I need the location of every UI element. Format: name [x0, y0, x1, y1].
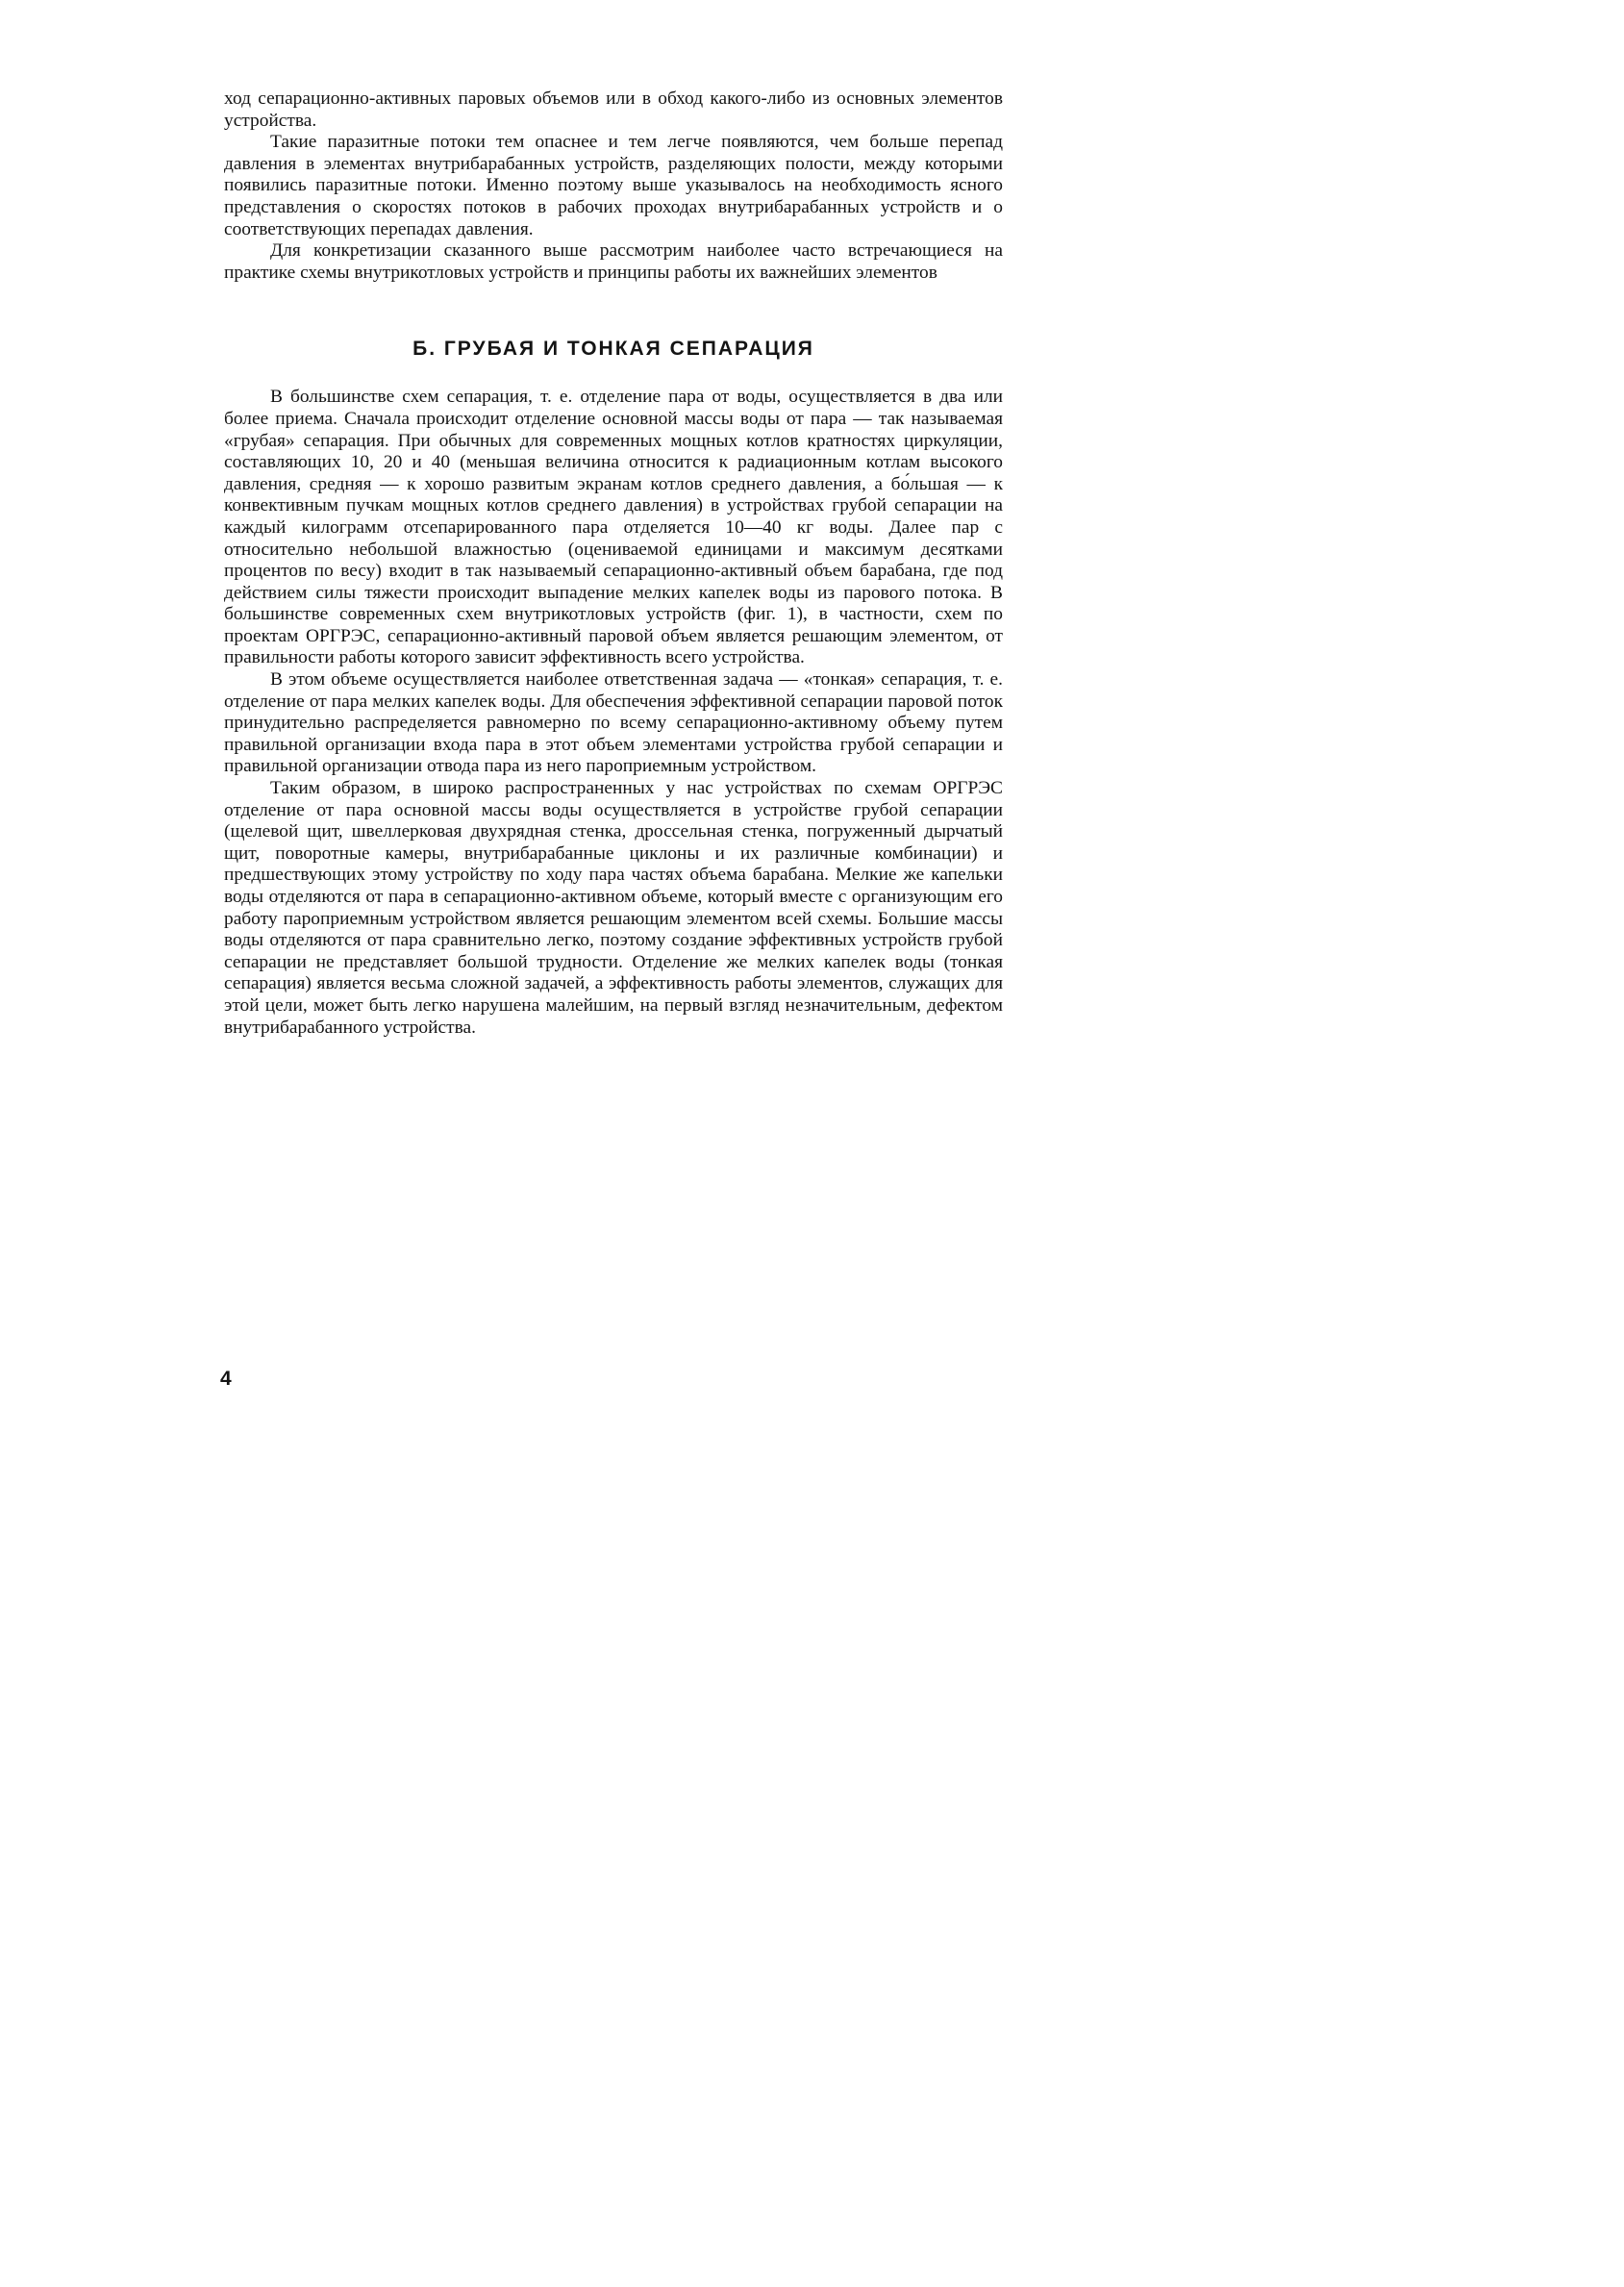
- page-number: 4: [220, 1368, 232, 1390]
- paragraph-concretization: Для конкретизации сказанного выше рассмотрим наиболее часто встречающиеся на практике схемы внутрикотловых устройств и принципы работы их важнейших элементов: [224, 240, 1003, 283]
- page-body: [224, 88, 1003, 1039]
- section-heading: Б. ГРУБАЯ И ТОНКАЯ СЕПАРАЦИЯ: [412, 338, 814, 361]
- paragraph-fine-separation: В этом объеме осуществляется наиболее ответственная задача — «тонкая» сепарация, т. е. отделение от пара мелких капелек воды. Для обеспечения эффективной сепарации паровой поток принудительно распределяется равномерно по всему сепарационно-активному объему путем правильной организации входа пара в этот объем элементами устройства грубой сепарации и правильной организации отвода пара из него пароприемным устройством.: [224, 669, 1003, 777]
- paragraph-continuation: ход сепарационно-активных паровых объемов или в обход какого-либо из основных элементов устройства.: [224, 88, 1003, 131]
- paragraph-coarse-separation: В большинстве схем сепарация, т. е. отделение пара от воды, осуществляется в два или более приема. Сначала происходит отделение основной массы воды от пара — так называемая «грубая» сепарация. При обычных для современных мощных котлов кратностях циркуляции, составляющих 10, 20 и 40 (меньшая величина относится к радиационным котлам высокого давления, средняя — к хорошо развитым экранам котлов среднего давления, а бо́льшая — к конвективным пучкам мощных котлов среднего давления) в устройствах грубой сепарации на каждый килограмм отсепарированного пара отделяется 10—40 кг воды. Далее пар с относительно небольшой влажностью (оцениваемой единицами и максимум десятками процентов по весу) входит в так называемый сепарационно-активный объем барабана, где под действием силы тяжести происходит выпадение мелких капелек воды из парового потока. В большинстве современных схем внутрикотловых устройств (фиг. 1), в частности, схем по проектам ОРГРЭС, сепарационно-активный паровой объем является решающим элементом, от правильности работы которого зависит эффективность всего устройства.: [224, 387, 1003, 668]
- paragraph-summary: Таким образом, в широко распространенных у нас устройствах по схемам ОРГРЭС отделение от пара основной массы воды осуществляется в устройстве грубой сепарации (щелевой щит, швеллерковая двухрядная стенка, дроссельная стенка, погруженный дырчатый щит, поворотные камеры, внутрибарабанные циклоны и их различные комбинации) и предшествующих этому устройству по ходу пара частях объема барабана. Мелкие же капельки воды отделяются от пара в сепарационно-активном объеме, который вместе с организующим его работу пароприемным устройством является решающим элементом всей схемы. Большие массы воды отделяются от пара сравнительно легко, поэтому создание эффективных устройств грубой сепарации не представляет большой трудности. Отделение же мелких капелек воды (тонкая сепарация) является весьма сложной задачей, а эффективность работы элементов, служащих для этой цели, может быть легко нарушена малейшим, на первый взгляд незначительным, дефектом внутрибарабанного устройства.: [224, 778, 1003, 1038]
- paragraph-parasitic-flows: Такие паразитные потоки тем опаснее и тем легче появляются, чем больше перепад давления в элементах внутрибарабанных устройств, разделяющих полости, между которыми появились паразитные потоки. Именно поэтому выше указывалось на необходимость ясного представления о скоростях потоков в рабочих проходах внутрибарабанных устройств и о соответствующих перепадах давления.: [224, 132, 1003, 239]
